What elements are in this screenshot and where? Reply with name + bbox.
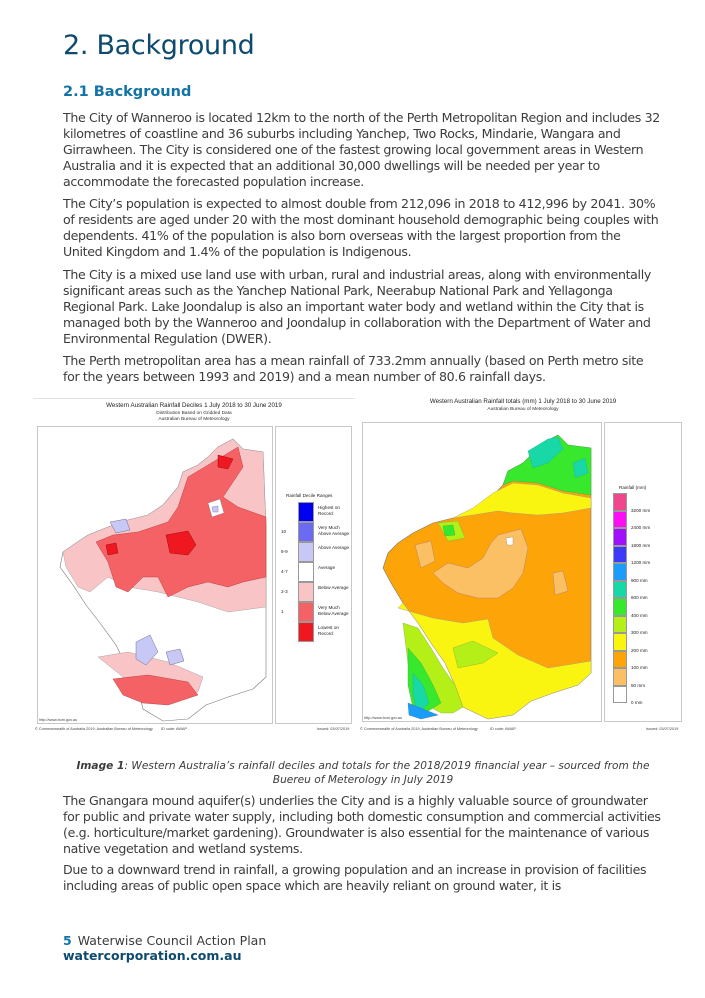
deciles-legend-label: Highest on Record [318,505,340,516]
deciles-legend-swatch [298,522,314,542]
totals-map-title: Western Australian Rainfall totals (mm) 1 July 2018 to 30 June 2019 [429,398,617,405]
deciles-legend-range: 10 [281,529,287,534]
paragraph-groundwater: The Gnangara mound aquifer(s) underlies the City and is a highly valuable source of groundwater for public and private water supply, including both domestic consumption and commercial activities (e.g. horticulture/market gardening). Groundwater is also essential for the maintenance of various native vegetation and wetland systems. [63,793,661,857]
totals-legend-swatch [613,651,627,669]
deciles-copyright: © Commonwealth of Australia 2019, Australian Bureau of Meteorology [35,727,153,731]
deciles-map [38,427,274,725]
totals-legend-label: 50 mm [631,682,646,688]
totals-legend-title: Rainfall (mm) [619,485,647,490]
deciles-legend-swatch [298,562,314,582]
totals-legend-swatch [613,686,627,704]
deciles-legend-label: Average [318,565,336,570]
paragraph-population: The City’s population is expected to almost double from 212,096 in 2018 to 412,996 by 2041. 30% of residents are aged under 20 with the most dominant household demographic being couples with dependents. 41% of the population is also born overseas with the largest proportion from the United Kingdom and 1.4% of the population is Indigenous. [63,196,659,260]
divider [33,398,355,399]
totals-legend-swatch [613,546,627,564]
rainfall-totals-map-figure [358,396,688,741]
totals-url: http://www.bom.gov.au [364,716,403,720]
page-number: 5 [63,933,72,948]
totals-issued: Issued: 03/07/2019 [646,727,679,731]
caption-text: : Western Australia’s rainfall deciles and totals for the 2018/2019 financial year – sourced from the Buereu of Meterology in July 2019 [124,760,650,786]
section-heading: 2.1 Background [63,84,192,100]
page-footer [63,933,266,948]
deciles-legend-swatch [298,542,314,562]
deciles-legend-label: Lowest on Record [318,625,339,636]
deciles-id-code: ID code: AWAP [161,727,187,731]
deciles-legend-range: 1 [281,609,284,614]
rainfall-deciles-map-figure [33,396,355,741]
totals-legend-label: 1800 mm [631,542,651,548]
paragraph-trend: Due to a downward trend in rainfall, a growing population and an increase in provision of facilities including areas of public open space which are heavily reliant on ground water, it is [63,862,647,894]
deciles-legend-title: Rainfall Decile Ranges [286,493,333,498]
totals-legend-swatch [613,633,627,651]
deciles-issued: Issued: 03/07/2019 [317,727,350,731]
deciles-map-frame [37,426,273,724]
totals-legend-swatch [613,581,627,599]
deciles-map-source: Australian Bureau of Meteorology [158,417,230,422]
totals-legend-swatch [613,511,627,529]
caption-label: Image 1 [76,760,125,772]
totals-id-code: ID code: AWAP [490,727,516,731]
website-link[interactable]: watercorporation.com.au [63,948,242,963]
totals-legend-label: 2400 mm [631,525,651,530]
totals-legend-swatch [613,528,627,546]
paragraph-rainfall: The Perth metropolitan area has a mean rainfall of 733.2mm annually (based on Perth metro site for the years between 1993 and 2019) and a mean number of 80.6 rainfall days. [63,353,644,385]
totals-legend-label: 900 mm [631,577,648,583]
deciles-legend-swatch [298,502,314,522]
deciles-legend-range: 8-9 [281,549,288,554]
totals-map [363,423,603,723]
page-heading: 2. Background [63,30,255,61]
totals-legend-swatch [613,668,627,686]
deciles-map-title: Western Australian Rainfall Deciles 1 July 2018 to 30 June 2019 [106,402,282,409]
totals-legend-label: 600 mm [631,595,648,600]
totals-legend-swatch [613,563,627,581]
totals-legend-swatch [613,493,627,511]
totals-legend-label: 3200 mm [631,507,651,513]
deciles-legend-range: 2-3 [281,589,288,594]
deciles-legend-label: Very Much Below Average [318,605,349,616]
deciles-legend-swatch [298,582,314,602]
totals-map-source: Australian Bureau of Meteorology [487,407,559,412]
deciles-legend-label: Below Average [318,585,349,590]
totals-legend-swatch [613,598,627,616]
deciles-legend-label: Very Much Above Average [318,525,350,536]
deciles-legend-swatch [298,622,314,642]
totals-copyright: © Commonwealth of Australia 2019, Australian Bureau of Meteorology [360,727,478,731]
paragraph-location: The City of Wanneroo is located 12km to the north of the Perth Metropolitan Region and includes 32 kilometres of coastline and 36 suburbs including Yanchep, Two Rocks, Mindarie, Wangara and Girrawheen. The City is considered one of the fastest growing local government areas in Western Australia and it is expected that an additional 30,000 dwellings will be needed per year to accommodate the forecasted population increase. [63,110,660,190]
totals-map-frame [362,422,602,722]
totals-legend-swatch [613,616,627,634]
paragraph-land-use: The City is a mixed use land use with urban, rural and industrial areas, along with environmentally significant areas such as the Yanchep National Park, Neerabup National Park and Yellagonga Regional Park. Lake Joondalup is also an important water body and wetland within the City that is managed both by the Wanneroo and Joondalup in collaboration with the Department of Water and Environmental Regulation (DWER). [63,267,651,347]
document-title: Waterwise Council Action Plan [77,933,267,948]
totals-legend-label: 300 mm [631,630,648,635]
totals-legend-label: 400 mm [631,612,648,618]
deciles-legend [275,426,352,724]
figure-caption [63,759,663,787]
totals-legend [604,422,682,722]
deciles-legend-range: 4-7 [281,569,288,574]
deciles-url: http://www.bom.gov.au [39,718,78,722]
totals-legend-label: 200 mm [631,647,648,653]
totals-legend-label: 1200 mm [631,560,651,565]
totals-legend-label: 100 mm [631,665,648,670]
totals-legend-bottom-label: 0 mm [631,700,643,705]
deciles-legend-swatch [298,602,314,622]
deciles-legend-label: Above Average [318,545,350,550]
deciles-map-subtitle: Distribution Based on Gridded Data [156,411,232,416]
